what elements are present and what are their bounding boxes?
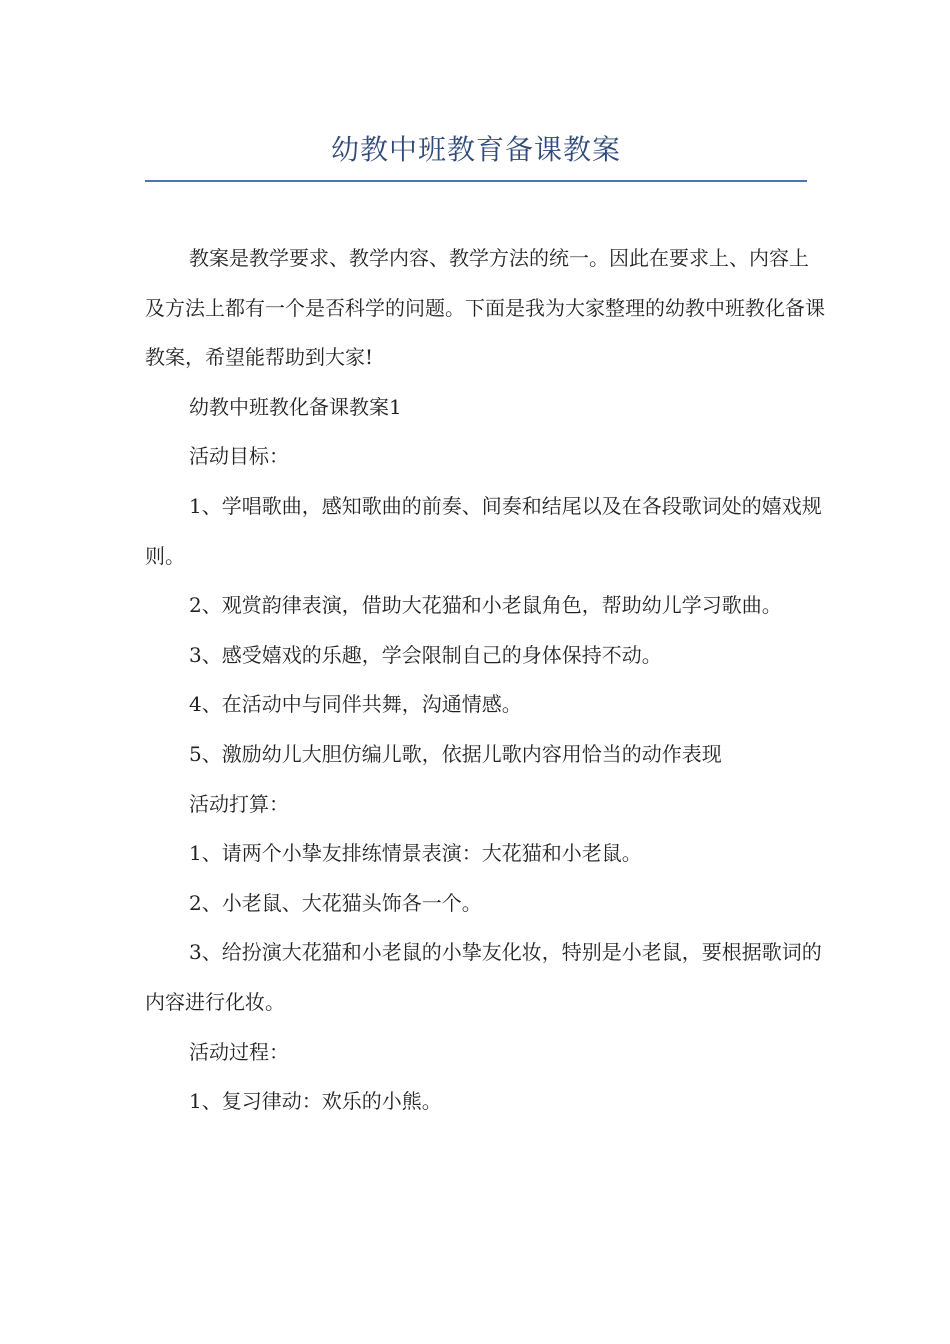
subheading-goals: 活动目标： [189,444,289,469]
document-title: 幼教中班教育备课教案 [330,133,621,166]
list-item: 1、学唱歌曲，感知歌曲的前奏、间奏和结尾以及在各段歌词处的嬉戏规则。 [145,493,822,568]
intro-paragraph: 教案是教学要求、教学内容、教学方法的统一。因此在要求上、内容上及方法上都有一个是否科学的问题。下面是我为大家整理的幼教中班教化备课教案，希望能帮助到大家! [145,246,825,370]
list-item: 1、请两个小挚友排练情景表演：大花猫和小老鼠。 [189,841,642,866]
list-item: 5、激励幼儿大胆仿编儿歌，依据儿歌内容用恰当的动作表现 [189,741,722,766]
list-item: 1、复习律动：欢乐的小熊。 [189,1089,442,1114]
list-item: 2、观赏韵律表演，借助大花猫和小老鼠角色，帮助幼儿学习歌曲。 [189,593,782,618]
list-item: 3、感受嬉戏的乐趣，学会限制自己的身体保持不动。 [189,642,662,667]
list-item: 3、给扮演大花猫和小老鼠的小挚友化妆，特别是小老鼠，要根据歌词的内容进行化妆。 [145,940,822,1014]
section-heading: 幼教中班教化备课教案1 [189,394,402,419]
title-divider [145,180,807,182]
subheading-process: 活动过程： [189,1039,289,1064]
subheading-preparation: 活动打算： [189,791,289,816]
list-item: 4、在活动中与同伴共舞，沟通情感。 [189,692,522,717]
document-body [145,234,825,1127]
list-item: 2、小老鼠、大花猫头饰各一个。 [189,890,482,915]
